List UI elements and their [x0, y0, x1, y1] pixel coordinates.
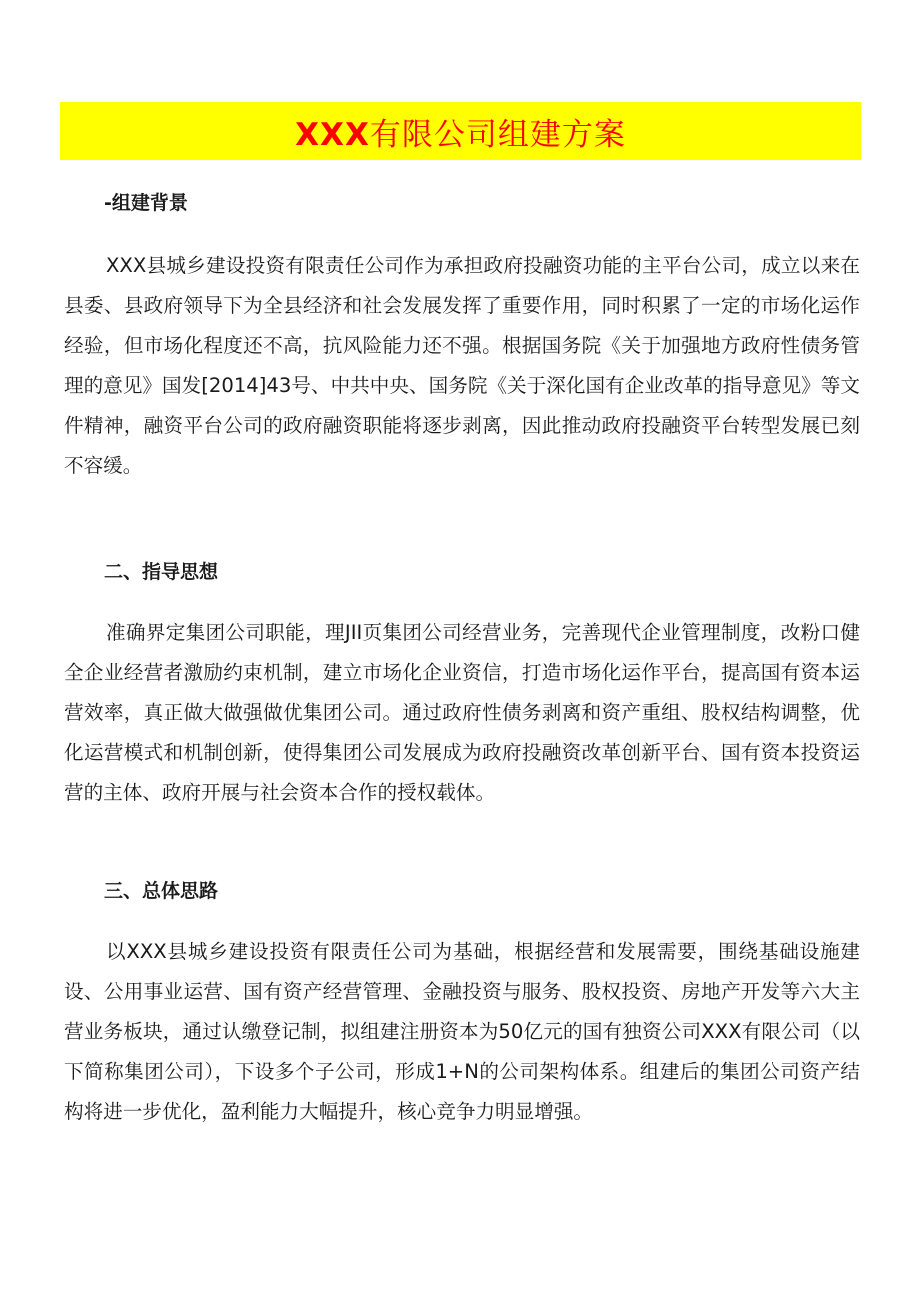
section-heading-guiding-ideology: 二、指导思想: [104, 561, 219, 583]
title-rest: 有限公司组建方案: [369, 116, 626, 153]
section-paragraph-background: XXX县城乡建设投资有限责任公司作为承担政府投融资功能的主平台公司，成立以来在县委、县政府领导下为全县经济和社会发展发挥了重要作用，同时积累了一定的市场化运作经验，但市场化程度还不高，抗风险能力还不强。根据国务院《关于加强地方政府性债务管理的意见》国发[2014]43号、中共中央、国务院《关于深化国有企业改革的指导意见》等文件精神，融资平台公司的政府融资职能将逐步剥离，因此推动政府投融资平台转型发展已刻不容缓。: [64, 254, 860, 477]
title-prefix: XXX: [295, 116, 370, 153]
document-title: [295, 109, 626, 154]
section-paragraph-overall-approach: 以XXX县城乡建设投资有限责任公司为基础，根据经营和发展需要，围绕基础设施建设、公用事业运营、国有资产经营管理、金融投资与服务、股权投资、房地产开发等六大主营业务板块，通过认缴登记制，拟组建注册资本为50亿元的国有独资公司XXX有限公司（以下简称集团公司），下设多个子公司，形成1+N的公司架构体系。组建后的集团公司资产结构将进一步优化，盈利能力大幅提升，核心竞争力明显增强。: [64, 940, 860, 1123]
section-heading-overall-approach: 三、总体思路: [104, 880, 219, 902]
title-banner: [60, 102, 861, 160]
section-heading-background: -组建背景: [104, 192, 188, 214]
section-paragraph-guiding-ideology: 准确界定集团公司职能，理JII页集团公司经营业务，完善现代企业管理制度，改粉口健全企业经营者激励约束机制，建立市场化企业资信，打造市场化运作平台，提高国有资本运营效率，真正做大做强做优集团公司。通过政府性债务剥离和资产重组、股权结构调整，优化运营模式和机制创新，使得集团公司发展成为政府投融资改革创新平台、国有资本投资运营的主体、政府开展与社会资本合作的授权载体。: [64, 621, 860, 804]
